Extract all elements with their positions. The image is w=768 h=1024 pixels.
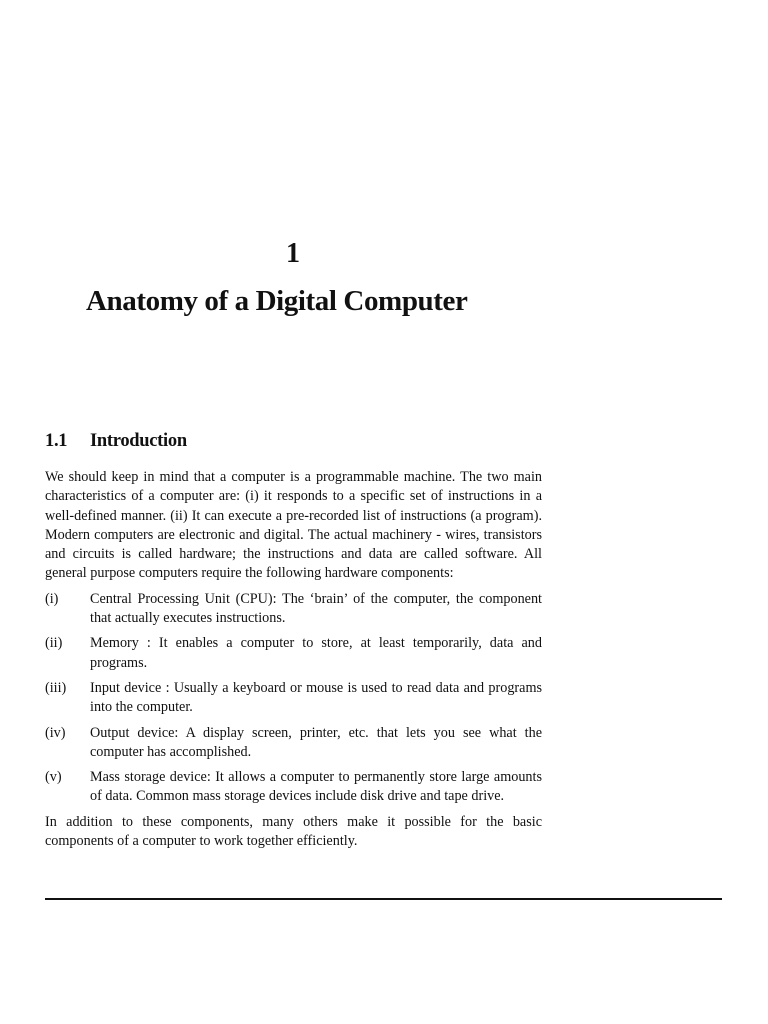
list-item-marker: (iii) (45, 679, 67, 696)
list-item (45, 679, 542, 718)
section-body (45, 468, 542, 851)
list-item-marker: (v) (45, 769, 62, 786)
list-item-marker: (iv) (45, 724, 66, 741)
list-item (45, 768, 542, 807)
list-item-text: Input device : Usually a keyboard or mouse is used to read data and programs into the computer. (90, 679, 542, 716)
list-item-marker: (ii) (45, 635, 63, 652)
page-bottom-rule (45, 898, 722, 900)
list-item (45, 724, 542, 763)
section-number: 1.1 (45, 431, 68, 451)
hardware-components-list (45, 590, 542, 807)
section-title: Introduction (90, 431, 187, 451)
list-item-text: Mass storage device: It allows a computer to permanently store large amounts of data. Common mass storage devices include disk drive and tape drive. (90, 769, 542, 805)
list-item-text: Memory : It enables a computer to store, at least temporarily, data and programs. (90, 635, 542, 671)
chapter-title: Anatomy of a Digital Computer (86, 285, 468, 317)
intro-paragraph: We should keep in mind that a computer is a programmable machine. The two main characteristics of a computer are: (i) it responds to a specific set of instructions in a well-defined manner. (ii) It can execute a pre-recorded list of instructions (a program). Modern computers are electronic and digital. The actual machinery - wires, transistors and circuits is called hardware; the instructions and data are called software. All general purpose computers require the following hardware components: (45, 469, 542, 582)
list-item-marker: (i) (45, 590, 59, 607)
closing-paragraph: In addition to these components, many others make it possible for the basic components of a computer to work together efficiently. (45, 813, 542, 850)
list-item (45, 634, 542, 673)
chapter-number: 1 (286, 238, 300, 269)
section-heading (45, 429, 187, 453)
list-item (45, 590, 542, 629)
list-item-text: Central Processing Unit (CPU): The ‘brain’ of the computer, the component that actually executes instructions. (90, 590, 542, 627)
list-item-text: Output device: A display screen, printer, etc. that lets you see what the computer has accomplished. (90, 724, 542, 760)
